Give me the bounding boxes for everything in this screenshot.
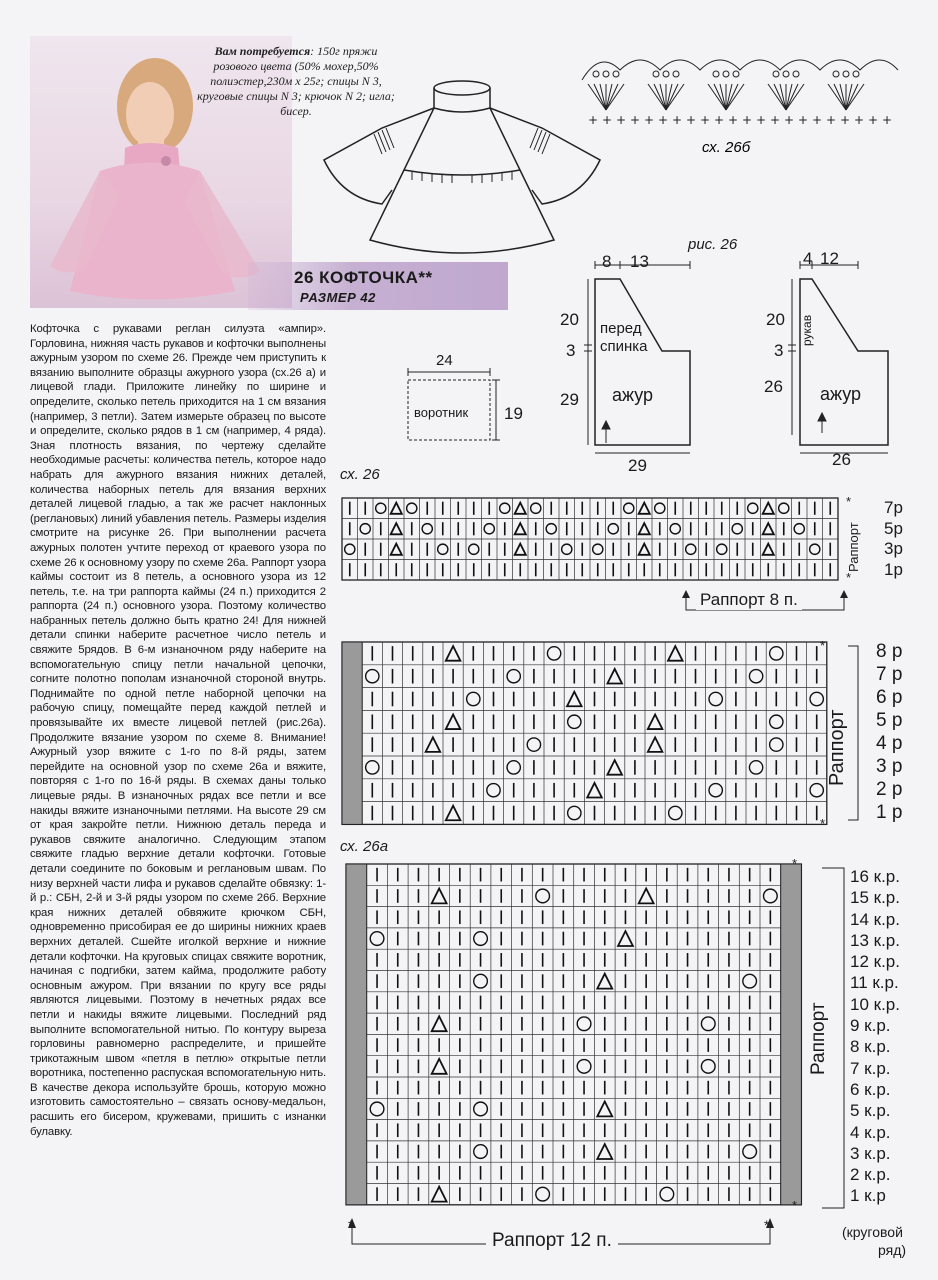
stitch-symbol — [701, 1060, 715, 1074]
front-back-pattern — [560, 255, 710, 455]
crochet-sc-symbol: + — [854, 113, 865, 127]
sl-label-top: рукав — [800, 314, 814, 346]
stitch-symbol — [770, 647, 783, 660]
fb-top-b: 13 — [630, 252, 649, 271]
stitch-symbol — [732, 524, 742, 534]
stitch-symbol — [407, 503, 417, 513]
stitch-symbol — [587, 783, 602, 798]
stitch-symbol — [597, 1144, 612, 1159]
chart-26-small — [340, 496, 850, 586]
row-label: 13 к.р. — [850, 930, 900, 950]
stitch-symbol — [810, 544, 820, 554]
stitch-symbol — [432, 1059, 447, 1074]
star-mark: * — [820, 638, 826, 653]
chart-26-big — [340, 640, 830, 830]
fb-h2: 3 — [566, 341, 576, 360]
crochet-sc-symbol: + — [630, 113, 641, 127]
stitch-symbol — [779, 503, 789, 513]
stitch-symbol — [474, 932, 488, 946]
crochet-dc-symbol — [786, 84, 798, 110]
stitch-symbol — [568, 806, 581, 819]
sl-h3: 26 — [764, 377, 783, 396]
stitch-symbol — [446, 715, 461, 730]
crochet-sc-symbol: + — [798, 113, 809, 127]
stitch-symbol — [607, 669, 622, 684]
stitch-symbol — [345, 544, 355, 554]
stitch-symbol — [648, 737, 663, 752]
fb-h1: 20 — [560, 310, 579, 329]
stitch-symbol — [624, 503, 634, 513]
svg-text:*: * — [764, 1217, 770, 1233]
stitch-symbol — [669, 806, 682, 819]
stitch-symbol — [770, 715, 783, 728]
row-label: 1р — [884, 559, 903, 579]
crochet-sc-symbol: + — [826, 113, 837, 127]
crochet-picot-symbol — [713, 71, 719, 77]
row-label: 16 к.р. — [850, 867, 900, 886]
svg-text:*: * — [348, 1217, 354, 1233]
row-label: 3 р — [876, 756, 903, 777]
crochet-sc-symbol: + — [770, 113, 781, 127]
chart-26a — [344, 856, 804, 1214]
stitch-symbol — [500, 503, 510, 513]
crochet-chart-26b — [580, 40, 900, 156]
stitch-symbol — [686, 544, 696, 554]
stitch-symbol — [531, 503, 541, 513]
row-label: 4 к.р. — [850, 1122, 891, 1142]
row-label: 4 р — [876, 733, 903, 754]
crochet-dc-symbol — [846, 84, 858, 110]
row-label: 7 р — [876, 664, 903, 685]
stitch-symbol — [426, 737, 441, 752]
chart-26a-note2: ряд) — [878, 1242, 907, 1258]
row-label: 6 к.р. — [850, 1079, 891, 1099]
fb-label-main: ажур — [612, 385, 654, 405]
fb-label-front: перед — [600, 320, 642, 337]
stitch-symbol — [484, 524, 494, 534]
garment-sketch — [312, 80, 612, 260]
crochet-sc-symbol: + — [658, 113, 669, 127]
row-label: 5 к.р. — [850, 1101, 891, 1121]
row-label: 14 к.р. — [850, 909, 900, 929]
stitch-symbol — [568, 715, 581, 728]
stitch-symbol — [648, 715, 663, 730]
stitch-symbol — [562, 544, 572, 554]
stitch-symbol — [749, 670, 762, 683]
star-mark: * — [792, 1198, 798, 1213]
stitch-symbol — [391, 544, 402, 555]
stitch-symbol — [370, 1102, 384, 1116]
sl-top-b: 12 — [820, 249, 839, 268]
stitch-symbol — [810, 784, 823, 797]
stitch-symbol — [507, 670, 520, 683]
crochet-picot-symbol — [843, 71, 849, 77]
row-label: 10 к.р. — [850, 994, 900, 1014]
stitch-symbol — [639, 544, 650, 555]
row-label: 3 к.р. — [850, 1143, 891, 1163]
stitch-symbol — [670, 524, 680, 534]
crochet-sc-symbol: + — [756, 113, 767, 127]
stitch-symbol — [536, 889, 550, 903]
collar-label: воротник — [414, 405, 469, 420]
stitch-symbol — [467, 692, 480, 705]
star-mark: * — [792, 856, 798, 871]
crochet-sc-symbol: + — [686, 113, 697, 127]
stitch-symbol — [536, 1187, 550, 1201]
stitch-symbol — [764, 889, 778, 903]
crochet-sc-symbol: + — [840, 113, 851, 127]
row-label: 7 к.р. — [850, 1058, 891, 1078]
crochet-sc-symbol: + — [728, 113, 739, 127]
fb-bottom: 29 — [628, 456, 647, 475]
stitch-symbol — [668, 646, 683, 661]
crochet-sc-symbol: + — [672, 113, 683, 127]
stitch-symbol — [763, 503, 774, 514]
stitch-symbol — [515, 503, 526, 514]
row-label: 5р — [884, 518, 903, 538]
chart-small-side: Раппорт — [846, 522, 861, 572]
stitch-symbol — [763, 544, 774, 555]
stitch-symbol — [597, 974, 612, 989]
crochet-sc-symbol: + — [588, 113, 599, 127]
stitch-symbol — [469, 544, 479, 554]
stitch-symbol — [763, 523, 774, 534]
star-mark: * — [846, 494, 852, 509]
instructions-text: Кофточка с рукавами реглан силуэта «ампир». Горловина, нижняя часть рукавов и кофточки выполнены ажурным узором по схеме 26. Прежде чем приступить к вязанию выполните образцы ажурного узора (сх.26 а) и лицевой глади. Приложите линейку по ширине и определите, сколько петель приходится на 1 см вязания (например, 3 петли). Затем измерьте образец по высоте и определите, сколько рядов в 1 см (например, 4 ряда). Зная плотность вязания, по чертежу сделайте необходимые расчеты: количества петель, которое надо набрать для ажурного вязания нижних деталей, количества наборных петель для вязания верхних деталей лицевой гладью, а так же расчет наклонных (реглановых) линий убавления петель. Размеры изделия смотрите на рисунке 26. При выполнении расчета ажурных полотен учтите переход от краевого узора по схеме 26 к основному узору по схеме 26а. Раппорт узора каймы состоит из 8 петель, а основного узора из 12 петель, т.е. на три раппорта каймы (24 п.) приходится 2 раппорта (24 п.) основного узора. Поэтому количество набранных петель должно быть кратно 24! Для нижней детали спинки наберите расчетное число петель и свяжите 5рядов. В 6-м изнаночном ряду наберите на вспомогательную спицу петли начальной цепочки, согните полотно пополам изнаночной стороной внутрь. Поднимайте по одной петле наборной цепочки на рабочую спицу, помещайте перед каждой петлей и провязывайте их вместе лицевой петлей (рис.26а). Продолжите вязание узором по схеме 8. Внимание! Ажурный узор вяжите с 1-го по 8-й ряды, затем перейдите на основной узор по схеме 26а и вяжите, повторяя с 1-го по 16-й ряды. В схемах даны только лицевые ряды. В изнаночных рядах все петли и все накиды вяжите изнаночными петлями. На высоте 29 см от края закройте петли. Нижнюю деталь переда и рукавов свяжите аналогично. Следующим этапом свяжите гладью верхние детали кофточки. Готовые детали соедините по боковым и реглановым швам. По низу верхней части лифа и рукавов сделайте обвязку: 1-й р.: СБН, 2-й и 3-й ряды узором по схеме 26б. Верхние края нижних деталей обвяжите крючком СБН, одновременно присобирая ее до ширины нижних краев верхних деталей. Сшейте иголкой верхние и нижние детали кофточки. На круговых спицах свяжите воротник, начиная с подгибки, затем кайма, продолжите работу основным ажуром. При вязании по кругу все ряды являются лицевыми. Поэтому в нечетных рядах все петли и накиды вяжите лицевыми. Последний ряд выполните вспомогательной нитью. По контуру выреза горловины равномерно распределите, и пришейте трикотажным швом «петля в петлю» открытые петли воротника, постепенно распуская вспомогательную нить. В качестве декора используйте брошь, которую можно изготовить самостоятельно – связать основу-медальон, расшить его бисером, кружевами, пришить с изнанки булавку. — [30, 323, 326, 1138]
stitch-symbol — [597, 1101, 612, 1116]
stitch-symbol — [432, 1016, 447, 1031]
crochet-sc-symbol: + — [644, 113, 655, 127]
stitch-symbol — [366, 761, 379, 774]
crochet-picot-symbol — [673, 71, 679, 77]
sl-bottom: 26 — [832, 450, 851, 469]
row-label: 2 к.р. — [850, 1165, 891, 1185]
row-label: 1 к.р — [850, 1186, 886, 1206]
sl-label-main: ажур — [820, 384, 862, 404]
stitch-symbol — [474, 1102, 488, 1116]
row-label: 8 р — [876, 641, 903, 662]
row-label: 1 р — [876, 802, 903, 823]
crochet-dc-symbol — [774, 84, 786, 110]
stitch-symbol — [607, 760, 622, 775]
sl-top-a: 4 — [803, 249, 813, 268]
chart-small-rows — [884, 498, 903, 580]
row-label: 5 р — [876, 710, 903, 731]
stitch-symbol — [366, 670, 379, 683]
crochet-sc-symbol: + — [812, 113, 823, 127]
stitch-symbol — [655, 503, 665, 513]
crochet-picot-symbol — [613, 71, 619, 77]
stitch-symbol — [515, 544, 526, 555]
stitch-symbol — [391, 503, 402, 514]
crochet-picot-symbol — [723, 71, 729, 77]
caption-ris26: рис. 26 — [688, 236, 738, 253]
crochet-dc-symbol — [654, 84, 666, 110]
crochet-dc-symbol — [666, 84, 678, 110]
row-label: 12 к.р. — [850, 952, 900, 972]
row-label: 3р — [884, 539, 903, 558]
crochet-dc-symbol — [606, 84, 618, 110]
crochet-dc-symbol — [594, 84, 606, 110]
stitch-symbol — [446, 646, 461, 661]
crochet-picot-symbol — [663, 71, 669, 77]
chart-26a-rapport: Раппорт 12 п. — [486, 1230, 618, 1252]
crochet-sc-symbol: + — [602, 113, 613, 127]
stitch-symbol — [370, 932, 384, 946]
row-label: 7р — [884, 498, 903, 517]
caption-sch26a: сх. 26а — [340, 838, 389, 855]
row-label: 11 к.р. — [850, 973, 899, 993]
stitch-symbol — [546, 524, 556, 534]
stitch-symbol — [660, 1187, 674, 1201]
item-title: 26 КОФТОЧКА** — [294, 268, 433, 287]
stitch-symbol — [446, 806, 461, 821]
crochet-sc-symbol: + — [616, 113, 627, 127]
stitch-symbol — [748, 503, 758, 513]
stitch-symbol — [608, 524, 618, 534]
stitch-symbol — [474, 1145, 488, 1159]
stitch-symbol — [639, 523, 650, 534]
crochet-sc-symbol: + — [700, 113, 711, 127]
chart-26a-bracket — [820, 862, 850, 1214]
stitch-symbol — [376, 503, 386, 513]
crochet-picot-symbol — [783, 71, 789, 77]
crochet-picot-symbol — [853, 71, 859, 77]
stitch-symbol — [709, 692, 722, 705]
stitch-symbol — [701, 1017, 715, 1031]
sl-h2: 3 — [774, 341, 784, 360]
crochet-sc-symbol: + — [882, 113, 893, 127]
stitch-symbol — [487, 784, 500, 797]
star-mark: * — [820, 816, 826, 831]
row-label: 15 к.р. — [850, 888, 900, 908]
crochet-sc-symbol: + — [868, 113, 879, 127]
stitch-symbol — [507, 761, 520, 774]
stitch-symbol — [527, 738, 540, 751]
crochet-picot-symbol — [653, 71, 659, 77]
fb-h3: 29 — [560, 390, 579, 409]
stitch-symbol — [515, 523, 526, 534]
crochet-picot-symbol — [603, 71, 609, 77]
chart-small-rapport: Раппорт 8 п. — [696, 590, 802, 610]
chart-26a-rows — [850, 866, 900, 1207]
caption-26b: сх. 26б — [702, 139, 751, 156]
stitch-symbol — [567, 692, 582, 707]
stitch-symbol — [432, 888, 447, 903]
crochet-dc-symbol — [834, 84, 846, 110]
title-banner — [248, 262, 508, 310]
collar-height: 19 — [504, 404, 523, 423]
stitch-symbol — [474, 974, 488, 988]
fb-top-a: 8 — [602, 252, 612, 271]
row-label: 6 р — [876, 687, 903, 708]
crochet-picot-symbol — [793, 71, 799, 77]
crochet-sc-symbol: + — [714, 113, 725, 127]
fb-label-back: спинка — [600, 338, 648, 355]
materials-body: : 150г пряжи розового цвета (50% мохер,50% полиэстер,230м х 25г; спицы N 3, круговые спицы N 3; крючок N 2; игла; бисер. — [197, 44, 395, 118]
stitch-symbol — [770, 738, 783, 751]
stitch-symbol — [794, 524, 804, 534]
stitch-symbol — [360, 524, 370, 534]
sleeve-pattern — [770, 255, 890, 455]
chart-26a-note1: (круговой — [842, 1224, 903, 1240]
stitch-symbol — [438, 544, 448, 554]
crochet-sc-symbol: + — [742, 113, 753, 127]
chart-26a-side: Раппорт — [808, 1002, 829, 1075]
crochet-dc-symbol — [714, 84, 726, 110]
crochet-picot-symbol — [593, 71, 599, 77]
crochet-picot-symbol — [833, 71, 839, 77]
stitch-symbol — [577, 1060, 591, 1074]
stitch-symbol — [391, 523, 402, 534]
row-label: 9 к.р. — [850, 1016, 891, 1036]
stitch-symbol — [639, 888, 654, 903]
crochet-picot-symbol — [733, 71, 739, 77]
stitch-symbol — [593, 544, 603, 554]
stitch-symbol — [709, 784, 722, 797]
stitch-symbol — [743, 1145, 757, 1159]
item-size: РАЗМЕР 42 — [300, 290, 376, 305]
stitch-symbol — [743, 974, 757, 988]
stitch-symbol — [422, 524, 432, 534]
stitch-symbol — [577, 1017, 591, 1031]
stitch-symbol — [618, 931, 633, 946]
materials-lead: Вам потребуется — [214, 44, 311, 58]
crochet-dc-symbol — [726, 84, 738, 110]
crochet-sc-symbol: + — [784, 113, 795, 127]
chart-big-side: Раппорт — [826, 709, 848, 786]
stitch-symbol — [749, 761, 762, 774]
stitch-symbol — [810, 692, 823, 705]
row-label: 2 р — [876, 779, 903, 800]
sl-h1: 20 — [766, 310, 785, 329]
row-label: 8 к.р. — [850, 1037, 891, 1057]
stitch-symbol — [432, 1187, 447, 1202]
stitch-symbol — [639, 503, 650, 514]
chart-big-bracket — [846, 640, 866, 830]
stitch-symbol — [547, 647, 560, 660]
stitch-symbol — [717, 544, 727, 554]
collar-diagram — [398, 350, 538, 440]
star-mark: * — [846, 570, 852, 585]
collar-width: 24 — [436, 352, 453, 369]
crochet-picot-symbol — [773, 71, 779, 77]
caption-sch26: сх. 26 — [340, 466, 380, 483]
chart-big-rows — [876, 640, 902, 824]
